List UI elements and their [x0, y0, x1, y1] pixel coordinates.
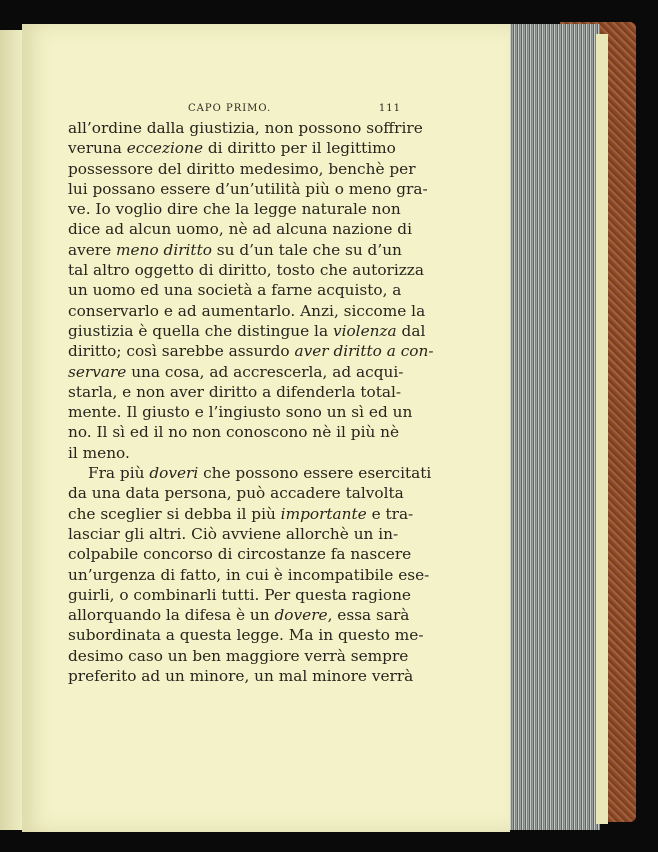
text-line: [68, 625, 424, 645]
text-line: [68, 544, 412, 564]
text-line: [68, 402, 413, 422]
text-line: [68, 219, 412, 239]
text-line: [68, 138, 394, 158]
text-line: [68, 382, 402, 402]
body-text: [68, 118, 434, 686]
running-header: [68, 103, 401, 117]
text-line: [68, 463, 432, 483]
text-segment: di diritto per il legittimo: [203, 139, 396, 158]
text-line: [68, 118, 423, 138]
text-line: [68, 666, 414, 686]
text-line: [68, 565, 430, 585]
text-segment: e tra-: [366, 504, 414, 523]
text-segment: dal: [396, 321, 426, 340]
italic-text: eccezione: [126, 139, 204, 158]
text-segment: dice ad alcun uomo, nè ad alcuna nazione di: [68, 220, 412, 239]
text-segment: , essa sarà: [327, 606, 410, 625]
italic-text: doveri: [149, 464, 199, 483]
text-line: [68, 422, 400, 442]
text-segment: all’ordine dalla giustizia, non possono soffrire: [68, 119, 423, 137]
page-edges: [508, 24, 600, 830]
text-segment: guirli, o combinarli tutti. Per questa ragione: [68, 585, 411, 604]
text-segment: tal altro oggetto di diritto, tosto che autorizza: [68, 261, 424, 280]
text-line: [68, 443, 394, 463]
text-segment: possessore del diritto medesimo, benchè per: [68, 159, 416, 178]
italic-text: meno diritto: [116, 240, 212, 259]
text-segment: Fra più: [88, 464, 150, 483]
text-line: [68, 321, 426, 341]
text-segment: mente. Il giusto e l’ingiusto sono un sì ed un: [68, 403, 413, 422]
text-segment: ve. Io voglio dire che la legge naturale non: [68, 200, 401, 219]
text-segment: giustizia è quella che distingue la: [68, 321, 333, 340]
text-segment: da una data persona, può accadere talvolta: [68, 484, 404, 503]
text-segment: su d’un tale che su d’un: [211, 240, 402, 259]
text-line: [68, 585, 411, 605]
text-segment: colpabile concorso di circostanze fa nascere: [68, 545, 412, 564]
italic-text: importante: [280, 504, 367, 523]
text-segment: diritto; così sarebbe assurdo: [68, 342, 295, 361]
text-segment: un uomo ed una società a farne acquisto, a: [68, 281, 402, 300]
text-segment: che possono essere esercitati: [198, 464, 432, 483]
text-line: [68, 260, 424, 280]
text-segment: starla, e non aver diritto a difenderla total-: [68, 382, 402, 401]
italic-text: violenza: [332, 321, 397, 340]
text-segment: desimo caso un ben maggiore verrà sempre: [68, 646, 409, 665]
italic-text: dovere: [274, 606, 328, 625]
text-segment: conservarlo e ad aumentarlo. Anzi, siccome la: [68, 301, 426, 320]
text-line: [68, 199, 401, 219]
text-segment: che sceglier si debba il più: [68, 504, 281, 523]
page-edge-strip: [596, 34, 608, 824]
text-segment: preferito ad un minore, un mal minore verrà: [68, 667, 414, 686]
text-segment: un’urgenza di fatto, in cui è incompatibile ese-: [68, 565, 430, 584]
text-segment: subordinata a questa legge. Ma in questo me-: [68, 626, 424, 645]
text-line: [68, 301, 426, 321]
text-line: [68, 504, 414, 524]
text-line: [68, 280, 402, 300]
text-line: [68, 240, 402, 260]
text-segment: no. Il sì ed il no non conoscono nè il più nè: [68, 423, 400, 442]
text-segment: lasciar gli altri. Ciò avviene allorchè un in-: [68, 524, 399, 543]
text-line: [68, 159, 416, 179]
text-segment: una cosa, ad accrescerla, ad acqui-: [126, 362, 404, 381]
chapter-title: CAPO PRIMO.: [188, 103, 272, 114]
text-line: [68, 605, 410, 625]
text-line: [68, 341, 434, 361]
text-line: [68, 524, 399, 544]
text-line: [68, 646, 409, 666]
text-line: [68, 179, 428, 199]
text-segment: lui possano essere d’un’utilità più o meno gra-: [68, 179, 428, 198]
text-segment: avere: [68, 240, 117, 259]
text-segment: il meno.: [68, 443, 130, 462]
text-segment: allorquando la difesa è un: [68, 606, 275, 625]
page-number: 111: [378, 103, 401, 114]
text-segment: veruna: [68, 139, 127, 158]
italic-text: servare: [68, 362, 127, 381]
text-line: [68, 362, 404, 382]
italic-text: aver diritto a con-: [294, 342, 434, 361]
text-line: [68, 483, 404, 503]
